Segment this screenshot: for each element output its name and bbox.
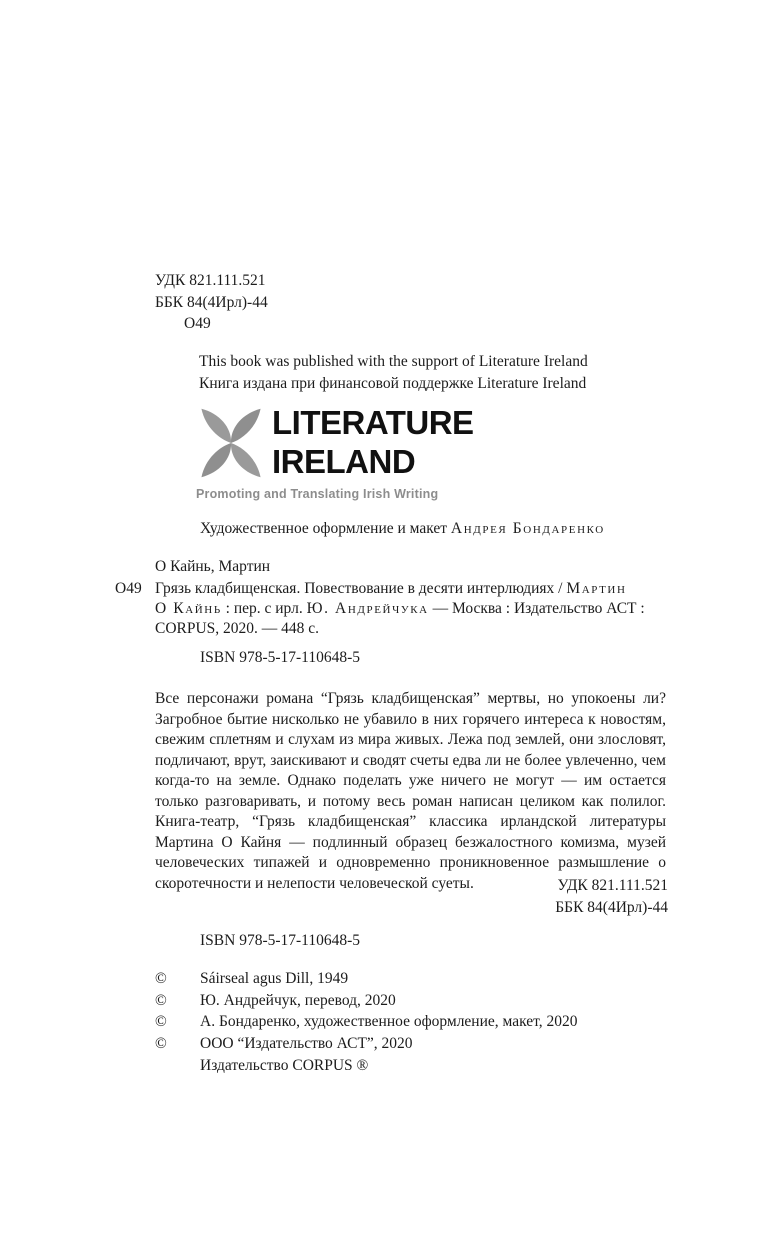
catalog-author: О Кайнь, Мартин xyxy=(155,558,271,575)
catalog-entry-line1-caps: Мартин xyxy=(566,580,627,597)
isbn-second: ISBN 978-5-17-110648-5 xyxy=(200,932,361,949)
catalog-entry-line3: CORPUS, 2020. — 448 с. xyxy=(155,620,320,637)
top-codes-block xyxy=(155,270,268,335)
catalog-entry-line2-text1: : пер. с ирл. xyxy=(221,600,307,617)
bbk-code: ББК 84(4Ирл)-44 xyxy=(155,293,268,311)
copyright-text: ООО “Издательство АСТ”, 2020 xyxy=(200,1035,413,1053)
copyright-sign: © xyxy=(155,991,167,1009)
catalog-entry-line2-caps2: Ю. Андрейчука xyxy=(306,600,429,617)
catalog-entry xyxy=(155,579,695,639)
copyright-row xyxy=(155,990,578,1012)
copyright-sign: © xyxy=(155,1035,167,1053)
catalog-entry-line1 xyxy=(155,579,695,599)
copyright-text: Sáirseal agus Dill, 1949 xyxy=(200,970,349,987)
design-credit xyxy=(200,520,605,538)
catalog-entry-line2 xyxy=(155,599,695,619)
copyright-list xyxy=(155,968,578,1077)
catalog-code: О49 xyxy=(115,580,142,597)
catalog-code-top: О49 xyxy=(184,315,211,332)
catalog-entry-line2-text2: — Москва : Издательство АСТ : xyxy=(428,600,645,617)
catalog-entry-line2-caps1: О Кайнь xyxy=(155,600,222,617)
copyright-text: А. Бондаренко, художественное оформление, макет, 2020 xyxy=(200,1013,578,1031)
annotation-paragraph: Все персонажи романа “Грязь кладбищенская” мертвы, но упокоены ли? Загробное бытие нисколько не убавило в них горячего интереса к новостям, свежим сплетням и слухам из мира живых. Лежа под землей, они злословят, подличают, врут, заискивают и сводят счеты едва ли не более увлеченно, чем когда-то на земле. Однако поделать уже ничего не могут — им остается только разговаривать, и потому весь роман написан целиком как полилог. Книга-театр, “Грязь кладбищенская” классика ирландской литературы Мартина О Кайня — подлинный образец безжалостного комизма, музей человеческих типажей и одновременно проникновенное размышление о скоротечности и нелепости человеческой суеты. xyxy=(155,690,666,892)
catalog-entry-line1-text: Грязь кладбищенская. Повествование в десяти интерлюдиях / xyxy=(155,580,567,597)
literature-ireland-logo xyxy=(196,402,526,501)
copyright-row xyxy=(155,1033,578,1055)
support-note-en: This book was published with the support of Literature Ireland xyxy=(199,353,588,370)
logo-wordmark-line1: LITERATURE xyxy=(272,404,474,441)
logo-wordmark xyxy=(272,402,474,480)
copyright-sign: © xyxy=(155,970,167,987)
copyright-row xyxy=(155,968,578,990)
copyright-text: Издательство CORPUS ® xyxy=(200,1056,369,1074)
design-credit-text: Художественное оформление и макет xyxy=(200,520,451,537)
copyright-sign: © xyxy=(155,1013,167,1031)
logo-wordmark-line2: IRELAND xyxy=(272,443,416,480)
udk-code: УДК 821.111.521 xyxy=(155,272,266,289)
literature-ireland-mark-icon xyxy=(196,402,266,484)
logo-tagline: Promoting and Translating Irish Writing xyxy=(196,487,439,501)
copyright-sign xyxy=(155,1055,200,1077)
logo-row xyxy=(196,402,526,484)
support-note-ru: Книга издана при финансовой поддержке Literature Ireland xyxy=(199,374,587,392)
copyright-row xyxy=(155,1011,578,1033)
copyright-text: Ю. Андрейчук, перевод, 2020 xyxy=(200,991,396,1009)
copyright-row xyxy=(155,1055,578,1077)
right-codes-block xyxy=(555,875,668,919)
isbn-first: ISBN 978-5-17-110648-5 xyxy=(200,649,361,666)
support-note-block xyxy=(199,351,588,394)
bbk-code-right: ББК 84(4Ирл)-44 xyxy=(555,899,668,916)
design-credit-name: Андрея Бондаренко xyxy=(450,520,605,537)
udk-code-right: УДК 821.111.521 xyxy=(557,877,668,894)
